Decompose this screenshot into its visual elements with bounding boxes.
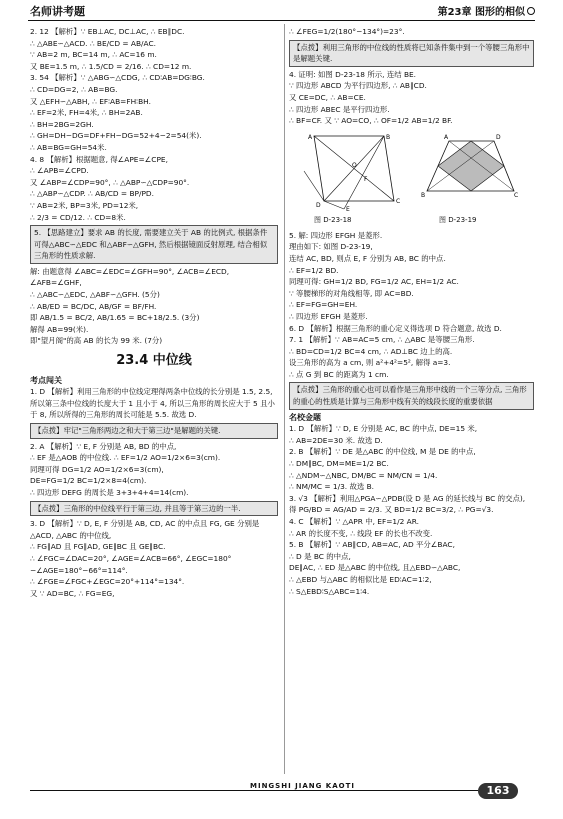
- subsection-heading: 考点闯关: [30, 375, 62, 385]
- text-line: 又 △EFH∽△ABH, ∴ EF∶AB=FH∶BH.: [30, 96, 151, 106]
- text-line: ∴ BF=CF. 又 ∵ AO=CO, ∴ OF=1/2 AB=1/2 BF.: [289, 116, 453, 126]
- book-title: 名师讲考题: [30, 5, 85, 18]
- text-line: ∴ FG∥AD 且 FG∥AD, GE∥BC 且 GE∥BC.: [30, 542, 166, 552]
- circle-icon: [527, 7, 535, 15]
- text-line: 1. D 【解析】利用三角形的中位线定理得两条中位线的长分别是 1.5, 2.5, 所以第三条中位线的长度大于 1 且小于 4, 所以三角形的周长应大于 5 且小于 8, 所以所得的三角形的周长可能是 5.5. 故选 D.: [30, 387, 275, 420]
- page-header: [0, 0, 563, 22]
- text-line: 设三角形的高为 a cm, 则 a²+4²=5², 解得 a=3.: [289, 358, 451, 368]
- text-line: ∴ DM∥BC, DM=ME=1/2 BC.: [289, 459, 389, 469]
- svg-text:C: C: [396, 197, 401, 205]
- text-line: 2. A 【解析】∵ E, F 分别是 AB, BD 的中点,: [30, 441, 177, 451]
- figure-d-23-19: [419, 131, 519, 211]
- text-line: ∵ AB=2 m, BC=14 m, ∴ AC=16 m.: [30, 50, 157, 60]
- text-line: ∴ ∠FGC=∠DAC=20°, ∠AGE=∠ACB=66°, ∠EGC=180°−∠AGE=180°−66°=114°.: [30, 553, 232, 575]
- text-line: 7. 1 【解析】∵ AB=AC=5 cm, ∴ △ABC 是等腰三角形.: [289, 335, 475, 345]
- right-column: [289, 26, 534, 597]
- header-divider: [28, 20, 535, 21]
- text-line: ∴ △ABC∽△EDC, △ABF∽△GFH. (5分): [30, 290, 160, 300]
- svg-text:C: C: [514, 191, 519, 199]
- text-line: 4. C 【解析】∵ △APR 中, EF=1/2 AR.: [289, 517, 419, 526]
- answers-block-5: [289, 423, 534, 597]
- figures-row: [289, 131, 534, 226]
- column-divider: [284, 24, 285, 774]
- text-line: ∴ AR 的长度不变, ∴ 线段 EF 的长也不改变.: [289, 528, 433, 538]
- answers-block-2: [30, 386, 278, 599]
- text-line: ∴ AB=2DE=30 米. 故选 D.: [289, 435, 383, 445]
- text-line: ∴ △ABP∽△CDP. ∴ AB/CD = BP/PD.: [30, 189, 154, 199]
- text-line: ∴ S△EBD∶S△ABC=1∶4.: [289, 586, 370, 596]
- subsection-heading: 名校金题: [289, 412, 321, 422]
- footer-text: MINGSHI JIANG KAOTI: [250, 782, 355, 790]
- text-line: DE=FG=1/2 BC=1/2×8=4(cm).: [30, 476, 147, 486]
- text-line: 1. D 【解析】∵ D, E 分别是 AC, BC 的中点, DE=15 米,: [289, 424, 478, 434]
- text-line: ∴ BH=2BG=2GH.: [30, 119, 94, 129]
- text-line: 即 AB/1.5 = BC/2, AB/1.65 = BC+18/2.5. (3分): [30, 313, 200, 323]
- text-line: 同理可得: GH=1/2 BD, FG=1/2 AC, EH=1/2 AC.: [289, 277, 459, 287]
- text-line: ∴ △NDM∽△NBC, DM/BC = NM/CN = 1/4.: [289, 470, 438, 480]
- text-line: ∴ BD=CD=1/2 BC=4 cm, ∴ AD⊥BC 边上的高.: [289, 346, 453, 356]
- text-line: ∴ CD=DG=2, ∴ AB=BG.: [30, 84, 118, 94]
- text-line: 同理可得 DG=1/2 AO=1/2×6=3(cm),: [30, 464, 164, 474]
- text-line: 又 ∠ABP=∠CDP=90°, ∴ △ABP∽△CDP=90°.: [30, 177, 190, 187]
- text-line: 又 BE=1.5 m, ∴ 1.5/CD = 2/16. ∴ CD=12 m.: [30, 61, 192, 71]
- text-line: ∴ AB/ED = BC/DC, AB/GF = BF/FH.: [30, 301, 157, 311]
- text-line: 【点拨】三角形的中位线平行于第三边, 并且等于第三边的一半.: [30, 501, 278, 517]
- text-line: ∴ AB=BG=GH=54米.: [30, 142, 107, 152]
- text-line: 2. 12 【解析】∵ EB⊥AC, DC⊥AC, ∴ EB∥DC.: [30, 27, 185, 36]
- text-line: ∴ NM/MC = 1/3. 故选 B.: [289, 482, 375, 492]
- section-title: 23.4 中位线: [116, 353, 192, 369]
- text-line: ∴ EF=2米, FH=4米, ∴ BH=2AB.: [30, 108, 143, 118]
- text-line: ∴ △EBD 与△ABC 的相似比是 ED∶AC=1∶2,: [289, 574, 432, 584]
- answers-block-4: [289, 230, 534, 410]
- text-line: 6. D 【解析】根据三角形的重心定义得选项 D 符合题意, 故选 D.: [289, 323, 502, 333]
- text-line: 3. √3 【解析】利用△PGA∽△PDB(设 D 是 AG 的延长线与 BC 的交点), 得 PG/BD = AG/AD = 2/3. 又 BD=1/2 BC=3/2, ∴ PG=√3.: [289, 493, 526, 515]
- text-line: ∴ ∠FGE=∠FGC+∠EGC=20°+114°=134°.: [30, 577, 185, 587]
- svg-text:A: A: [444, 133, 449, 141]
- text-line: ∴ 2/3 = CD/12. ∴ CD=8米.: [30, 212, 126, 222]
- text-line: ∴ ∠APB=∠CPD.: [30, 166, 89, 176]
- svg-text:B: B: [386, 133, 391, 141]
- text-line: 理由如下: 如图 D-23-19,: [289, 242, 373, 252]
- text-line: ∵ 等腰梯形的对角线相等, 即 AC=BD.: [289, 288, 414, 298]
- text-line: 连结 AC, BD, 则点 E, F 分别为 AB, BC 的中点.: [289, 253, 446, 263]
- svg-text:O: O: [352, 161, 357, 169]
- text-line: 5. B 【解析】∵ AB∥CD, AB=AC, AD 平分∠BAC,: [289, 540, 455, 550]
- text-line: 又 ∵ AD=BC, ∴ FG=EG,: [30, 588, 115, 598]
- footer-divider: [30, 790, 478, 791]
- text-line: 5. 【思路建立】要求 AB 的长度, 需要建立关于 AB 的比例式, 根据条件可得△ABC∽△EDC 和△ABF∽△GFH, 然后根据镜面反射原理, 结合相似三角形的性质求解.: [30, 225, 278, 264]
- text-line: ∴ GH=DH−DG=DF+FH−DG=52+4−2=54(米).: [30, 131, 202, 141]
- text-line: ∴ EF=1/2 BD.: [289, 265, 339, 275]
- text-line: 即"望月阁"的高 AB 的长为 99 米. (7分): [30, 336, 163, 346]
- text-line: ∴ 四边形 ABEC 是平行四边形.: [289, 104, 390, 114]
- answers-block-1: [30, 26, 278, 347]
- text-line: 4. 证明: 如图 D-23-18 所示, 连结 BE.: [289, 69, 417, 79]
- text-line: ∴ 四边形 EFGH 是菱形.: [289, 311, 368, 321]
- page-footer: [0, 780, 563, 819]
- text-line: 解得 AB=99(米).: [30, 324, 89, 334]
- text-line: ∵ 四边形 ABCD 为平行四边形, ∴ AB∥CD.: [289, 81, 427, 91]
- text-line: ∵ AB=2米, BP=3米, PD=12米,: [30, 200, 139, 210]
- svg-text:D: D: [316, 201, 321, 209]
- page-number: 163: [478, 783, 518, 799]
- chapter-title: 第23章 图形的相似: [437, 7, 525, 18]
- text-line: ∴ △ABE∽△ACD. ∴ BE/CD = AB/AC.: [30, 38, 156, 48]
- text-line: 又 CE=DC, ∴ AB=CE.: [289, 92, 366, 102]
- text-line: 4. 8 【解析】根据题意, 得∠APE=∠CPE,: [30, 154, 168, 164]
- text-line: ∴ 四边形 DEFG 的周长是 3+3+4+4=14(cm).: [30, 487, 189, 497]
- text-line: 【点拨】三角形的重心也可以看作是三角形中线的一个三等分点, 三角形的重心的性质是计算与三角形中线有关的线段长度的重要依据: [289, 382, 534, 409]
- svg-text:A: A: [308, 133, 313, 141]
- svg-text:E: E: [346, 205, 350, 211]
- figure-caption: 图 D-23-18: [314, 215, 352, 224]
- text-line: 【点拨】利用三角形的中位线的性质将已知条件集中到一个等腰三角形中是解题关键.: [289, 40, 534, 67]
- text-line: 3. D 【解析】∵ D, E, F 分别是 AB, CD, AC 的中点且 FG, GE 分别是△ACD, △ABC 的中位线,: [30, 519, 260, 540]
- figure-d-23-18: [294, 131, 404, 211]
- svg-text:B: B: [421, 191, 426, 199]
- text-line: ∴ ∠FEG=1/2(180°−134°)=23°.: [289, 27, 405, 36]
- text-line: ∴ EF 是△AOB 的中位线. ∴ EF=1/2 AO=1/2×6=3(cm).: [30, 453, 221, 463]
- svg-text:F: F: [364, 175, 368, 183]
- answers-block-3: [289, 26, 534, 127]
- text-line: 解: 由题意得 ∠ABC=∠EDC=∠GFH=90°, ∠ACB=∠ECD, ∠AFB=∠GHF,: [30, 266, 230, 288]
- figure-caption: 图 D-23-19: [439, 215, 477, 224]
- text-line: ∴ 点 G 到 BC 的距离为 1 cm.: [289, 369, 389, 379]
- svg-text:D: D: [496, 133, 501, 141]
- text-line: 2. B 【解析】∵ DE 是△ABC 的中位线, M 是 DE 的中点,: [289, 447, 476, 457]
- text-line: DE∥AC, ∴ ED 是△ABC 的中位线, 且△EBD∽△ABC,: [289, 563, 461, 573]
- text-line: ∴ EF=FG=GH=EH.: [289, 300, 358, 310]
- left-column: [30, 26, 278, 599]
- text-line: 5. 解: 四边形 EFGH 是菱形.: [289, 230, 383, 240]
- text-line: 【点拨】牢记"三角形两边之和大于第三边"是解题的关键.: [30, 423, 278, 439]
- text-line: ∴ D 是 BC 的中点,: [289, 551, 351, 561]
- text-line: 3. 54 【解析】∵ △ABG∽△CDG, ∴ CD∶AB=DG∶BG.: [30, 73, 205, 83]
